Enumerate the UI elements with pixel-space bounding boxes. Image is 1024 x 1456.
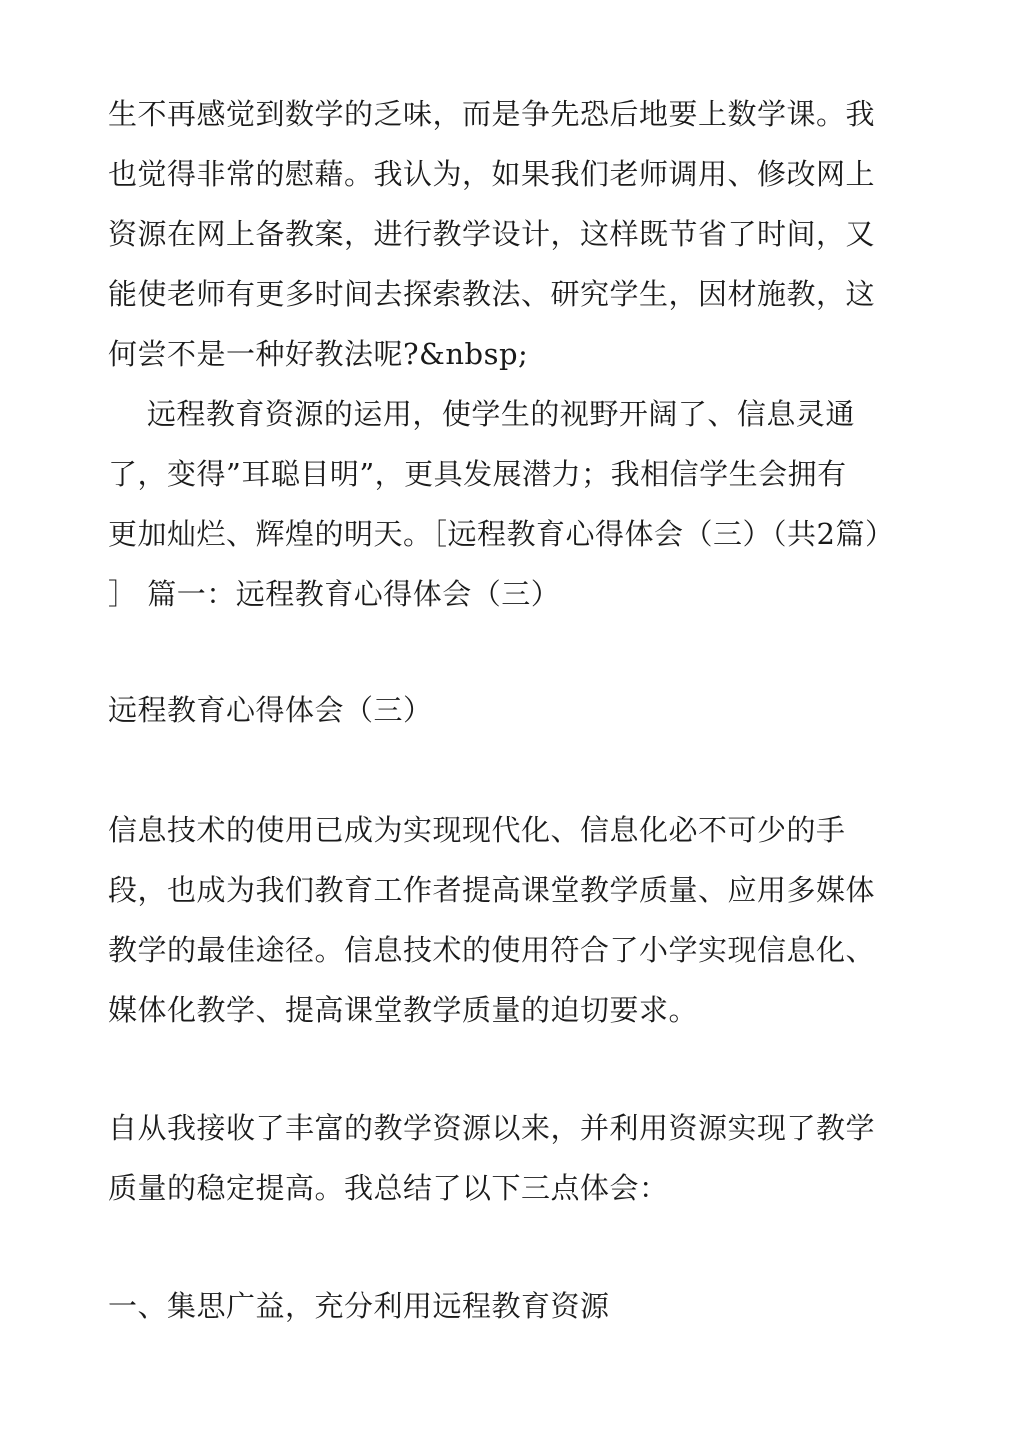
text-line-15: 自从我接收了丰富的教学资源以来，并利用资源实现了教学 <box>108 1111 876 1145</box>
text-line-5: 何尝不是一种好教法呢?&nbsp; <box>108 337 529 371</box>
text-line-12: 段，也成为我们教育工作者提高课堂教学质量、应用多媒体 <box>108 873 876 907</box>
text-line-1: 生不再感觉到数学的乏味，而是争先恐后地要上数学课。我 <box>108 97 876 131</box>
text-line-16: 质量的稳定提高。我总结了以下三点体会： <box>108 1171 669 1205</box>
text-line-7: 了，变得”耳聪目明”，更具发展潜力；我相信学生会拥有 <box>108 457 847 491</box>
text-line-13: 教学的最佳途径。信息技术的使用符合了小学实现信息化、 <box>108 933 876 967</box>
subsection-heading: 一、集思广益，充分利用远程教育资源 <box>108 1289 610 1323</box>
text-line-8: 更加灿烂、辉煌的明天。［远程教育心得体会（三）（共2篇） <box>108 517 895 551</box>
text-line-4: 能使老师有更多时间去探索教法、研究学生，因材施教，这 <box>108 277 876 311</box>
text-line-2: 也觉得非常的慰藉。我认为，如果我们老师调用、修改网上 <box>108 157 876 191</box>
text-line-6: 远程教育资源的运用，使学生的视野开阔了、信息灵通 <box>108 397 855 431</box>
text-line-14: 媒体化教学、提高课堂教学质量的迫切要求。 <box>108 993 699 1027</box>
text-line-11: 信息技术的使用已成为实现现代化、信息化必不可少的手 <box>108 813 846 847</box>
text-line-3: 资源在网上备教案，进行教学设计，这样既节省了时间，又 <box>108 217 876 251</box>
text-line-9: ］ 篇一：远程教育心得体会（三） <box>108 577 561 611</box>
section-heading: 远程教育心得体会（三） <box>108 693 433 727</box>
